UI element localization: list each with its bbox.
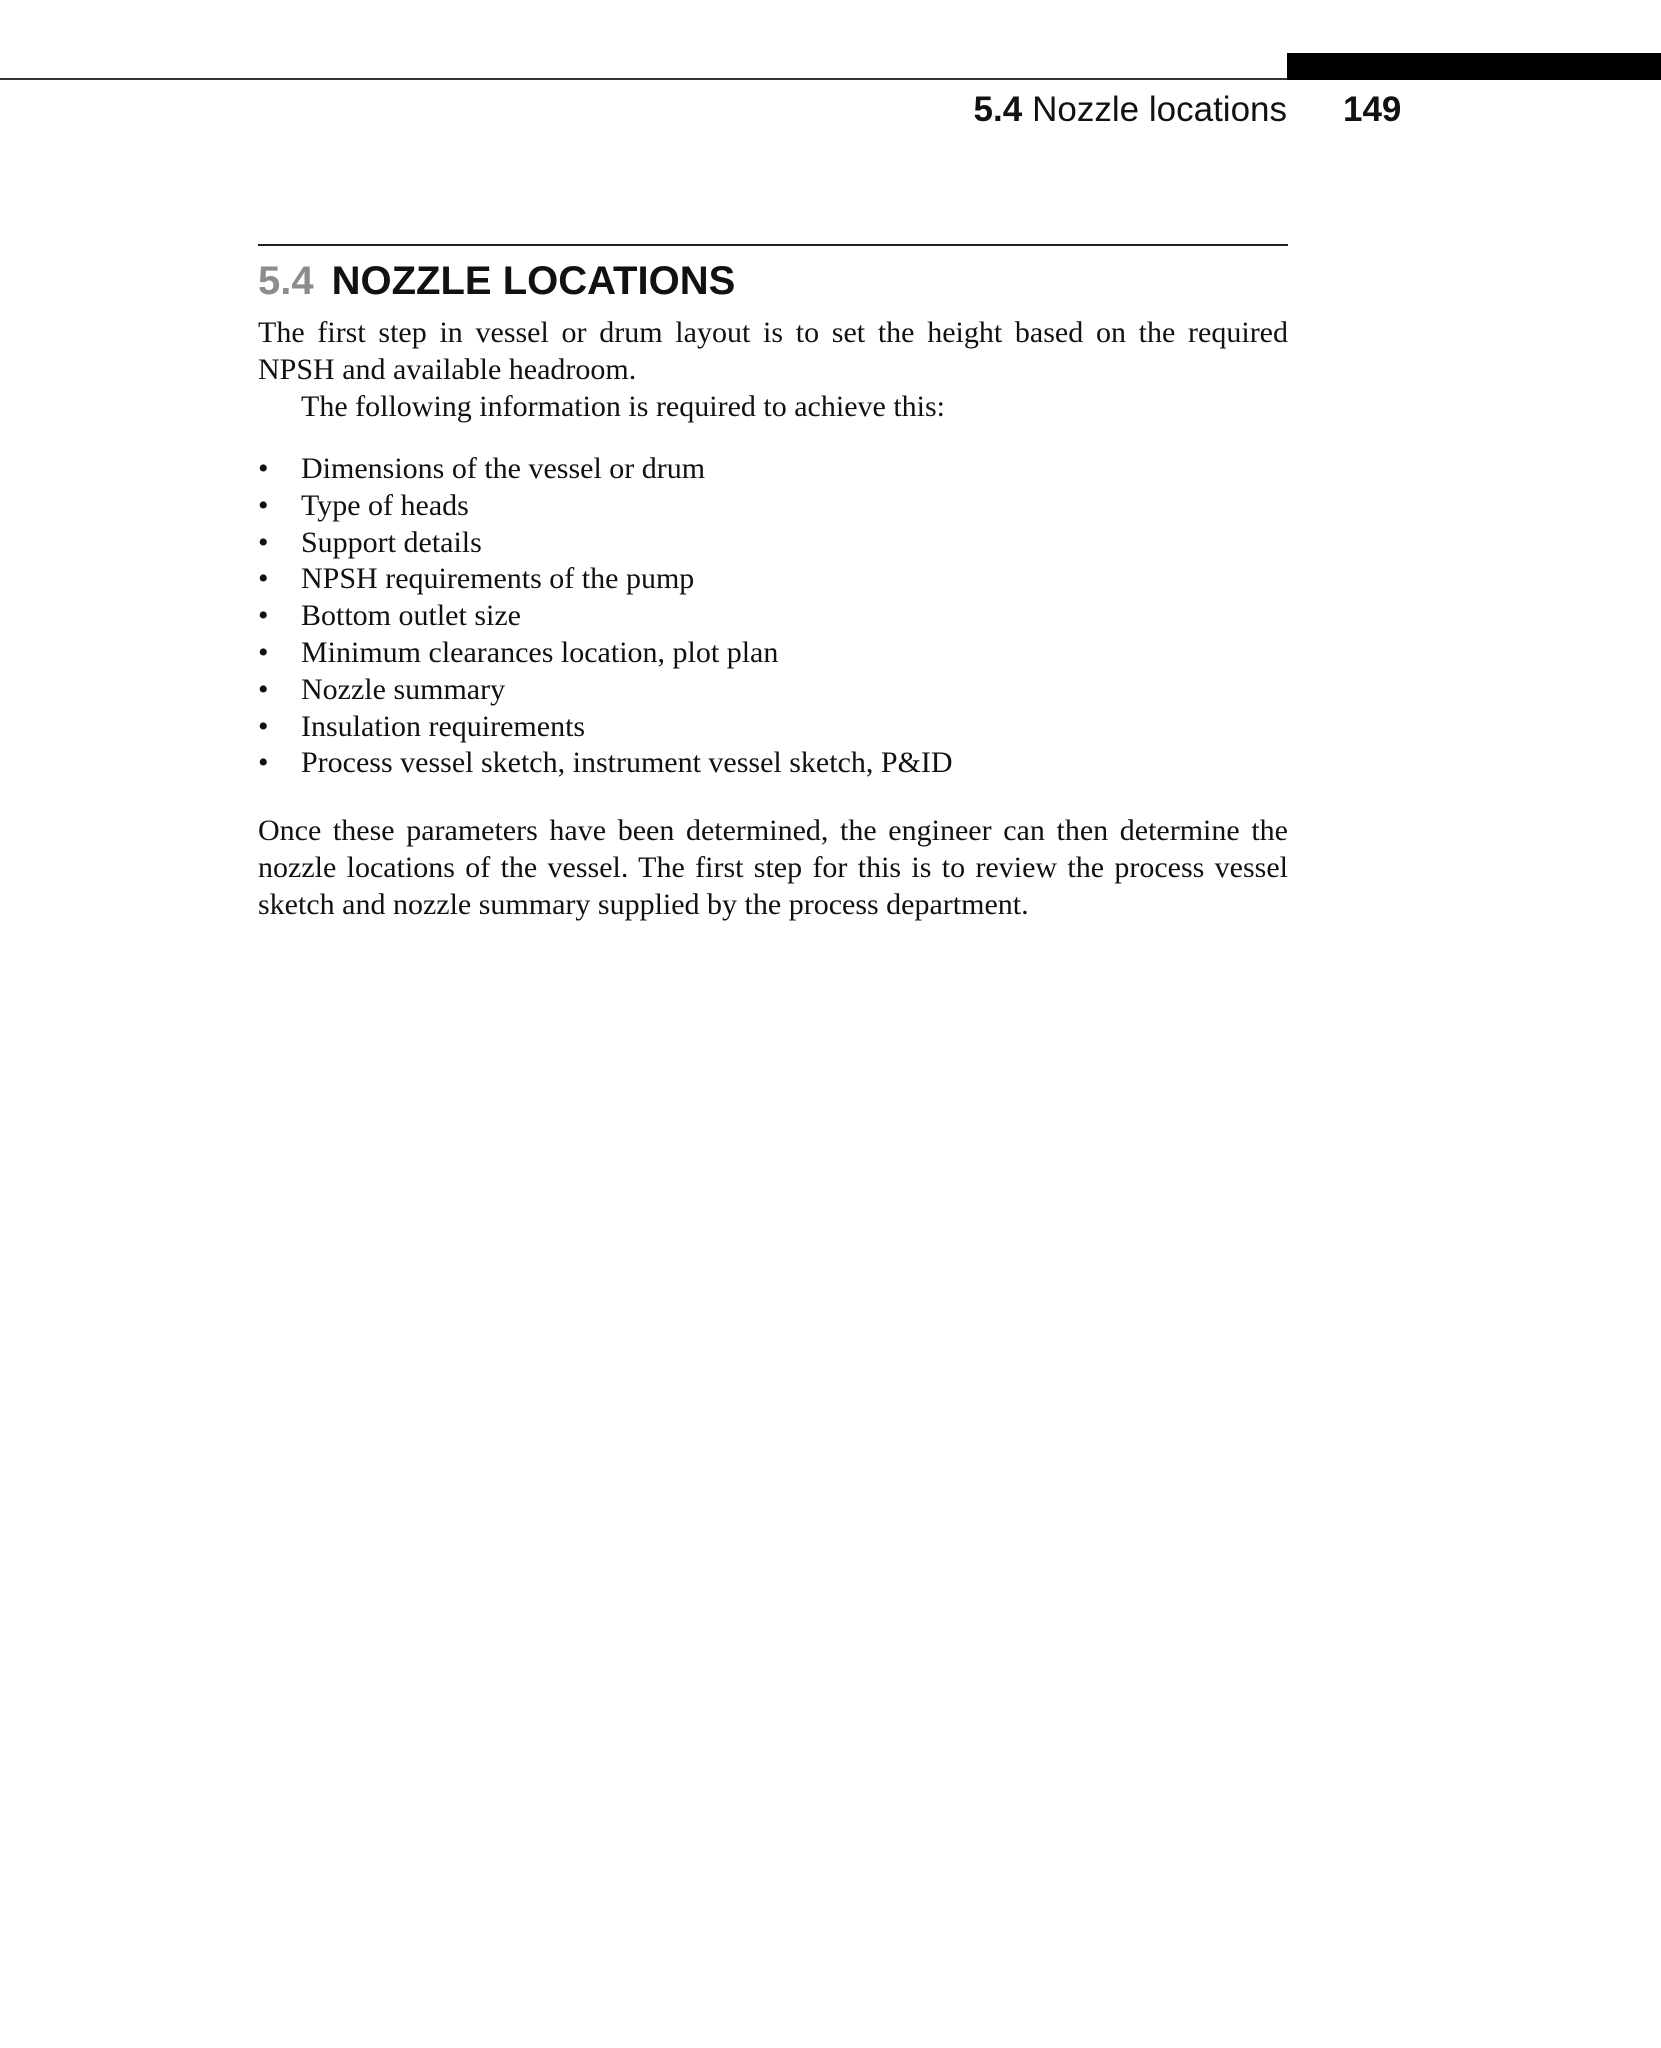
list-item (258, 745, 1288, 782)
bullet-icon: • (258, 525, 269, 559)
lead-in-paragraph: The following information is required to achieve this: (301, 390, 946, 423)
section-rule (258, 244, 1288, 246)
list-item-text: Nozzle summary (301, 672, 506, 706)
section-title: NOZZLE LOCATIONS (331, 259, 736, 303)
bullet-icon: • (258, 635, 269, 669)
list-item-text: Bottom outlet size (301, 599, 521, 633)
list-item-text: Type of heads (301, 488, 469, 522)
section-heading (258, 256, 735, 306)
page-number: 149 (1343, 90, 1402, 129)
closing-paragraph: Once these parameters have been determined, the engineer can then determine the nozzle locations of the vessel. The first step for this is to review the process vessel sketch and nozzle summary supplied by the process department. (258, 814, 1288, 921)
requirements-list (258, 451, 1288, 782)
bullet-icon: • (258, 562, 269, 596)
list-item (258, 451, 1288, 488)
bullet-icon: • (258, 746, 269, 780)
list-item (258, 672, 1288, 709)
section-number: 5.4 (258, 259, 314, 303)
bullet-icon: • (258, 488, 269, 522)
list-item (258, 488, 1288, 525)
running-head (974, 88, 1288, 132)
list-item (258, 525, 1288, 562)
running-head-section-title: Nozzle locations (1032, 90, 1287, 129)
bullet-icon: • (258, 672, 269, 706)
bullet-icon: • (258, 599, 269, 633)
bullet-icon: • (258, 452, 269, 485)
bullet-icon: • (258, 709, 269, 743)
list-item-text: NPSH requirements of the pump (301, 562, 695, 596)
running-head-section-number: 5.4 (973, 90, 1023, 129)
intro-paragraph: The first step in vessel or drum layout is to set the height based on the required NPSH and available headroom. (258, 316, 1288, 386)
list-item-text: Dimensions of the vessel or drum (301, 452, 706, 485)
list-item-text: Process vessel sketch, instrument vessel sketch, P&ID (301, 746, 953, 780)
list-item (258, 598, 1288, 635)
list-item (258, 561, 1288, 598)
list-item (258, 709, 1288, 746)
list-item-text: Minimum clearances location, plot plan (301, 635, 779, 669)
header-black-bar (1287, 53, 1661, 80)
list-item (258, 635, 1288, 672)
list-item-text: Insulation requirements (301, 709, 586, 743)
list-item-text: Support details (301, 525, 482, 559)
